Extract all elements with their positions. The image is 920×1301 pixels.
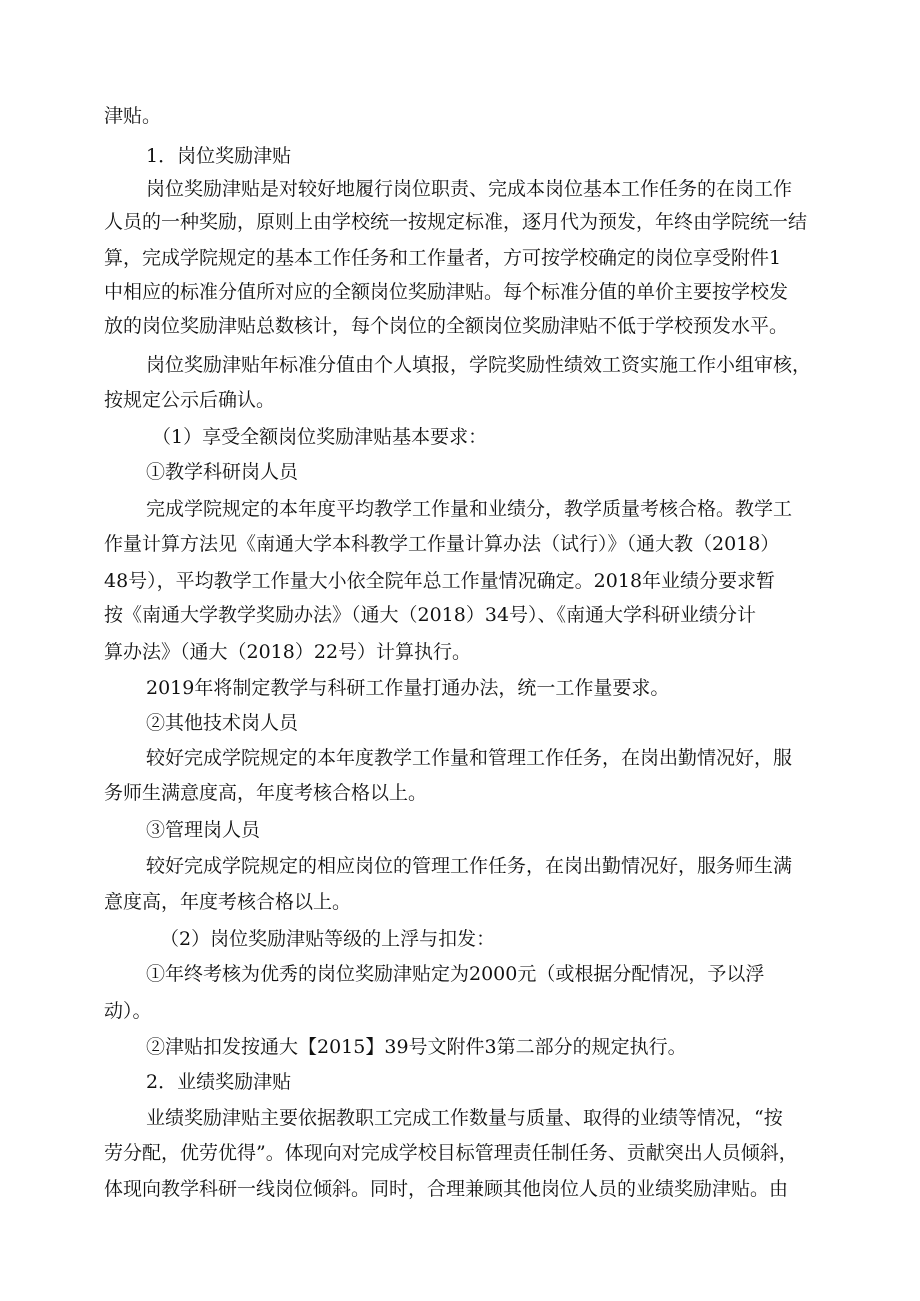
item-heading: ①教学科研岗人员 — [146, 461, 299, 483]
paragraph-line: ②津贴扣发按通大【2015】39号文附件3第二部分的规定执行。 — [146, 1036, 687, 1058]
subsection-heading-2: （2）岗位奖励津贴等级的上浮与扣发： — [160, 928, 496, 950]
paragraph-line: 意度高，年度考核合格以上。 — [104, 891, 352, 913]
paragraph-line: ①年终考核为优秀的岗位奖励津贴定为2000元（或根据分配情况，予以浮 — [146, 963, 765, 985]
paragraph-line: 体现向教学科研一线岗位倾斜。同时，合理兼顾其他岗位人员的业绩奖励津贴。由 — [104, 1178, 789, 1200]
item-heading: ③管理岗人员 — [146, 819, 261, 841]
paragraph-line: 人员的一种奖励，原则上由学校统一按规定标准，逐月代为预发，年终由学院统一结 — [104, 211, 808, 233]
paragraph-line: 中相应的标准分值所对应的全额岗位奖励津贴。每个标准分值的单价主要按学校发 — [104, 281, 789, 303]
paragraph-line: 岗位奖励津贴是对较好地履行岗位职责、完成本岗位基本工作任务的在岗工作 — [146, 178, 793, 200]
paragraph-line: 2019年将制定教学与科研工作量打通办法，统一工作量要求。 — [146, 677, 670, 699]
paragraph-line: 按规定公示后确认。 — [104, 389, 276, 411]
paragraph-line: 津贴。 — [104, 105, 162, 127]
paragraph-line: 算办法》（通大（2018）22号）计算执行。 — [104, 641, 472, 663]
paragraph-line: 按《南通大学教学奖励办法》（通大（2018）34号）、《南通大学科研业绩分计 — [104, 604, 757, 626]
section-heading-2: 2．业绩奖励津贴 — [146, 1071, 292, 1093]
paragraph-line: 48号），平均教学工作量大小依全院年总工作量情况确定。2018年业绩分要求暂 — [104, 570, 776, 592]
paragraph-line: 业绩奖励津贴主要依据教职工完成工作数量与质量、取得的业绩等情况，“按 — [146, 1107, 783, 1129]
paragraph-line: 动）。 — [104, 1000, 152, 1022]
paragraph-line: 放的岗位奖励津贴总数核计，每个岗位的全额岗位奖励津贴不低于学校预发水平。 — [104, 315, 789, 337]
subsection-heading-1: （1）享受全额岗位奖励津贴基本要求： — [152, 426, 488, 448]
paragraph-line: 完成学院规定的本年度平均教学工作量和业绩分，教学质量考核合格。教学工 — [146, 498, 793, 520]
paragraph-line: 岗位奖励津贴年标准分值由个人填报，学院奖励性绩效工资实施工作小组审核， — [146, 354, 812, 376]
item-heading: ②其他技术岗人员 — [146, 712, 299, 734]
paragraph-line: 算，完成学院规定的基本工作任务和工作量者，方可按学校确定的岗位享受附件1 — [104, 247, 782, 269]
section-heading-1: 1．岗位奖励津贴 — [146, 145, 292, 167]
paragraph-line: 作量计算方法见《南通大学本科教学工作量计算办法（试行）》（通大教（2018） — [104, 533, 780, 555]
paragraph-line: 较好完成学院规定的相应岗位的管理工作任务，在岗出勤情况好，服务师生满 — [146, 855, 793, 877]
paragraph-line: 较好完成学院规定的本年度教学工作量和管理工作任务，在岗出勤情况好，服 — [146, 747, 793, 769]
paragraph-line: 务师生满意度高，年度考核合格以上。 — [104, 782, 428, 804]
paragraph-line: 劳分配，优劳优得”。体现向对完成学校目标管理责任制任务、贡献突出人员倾斜， — [104, 1142, 798, 1164]
